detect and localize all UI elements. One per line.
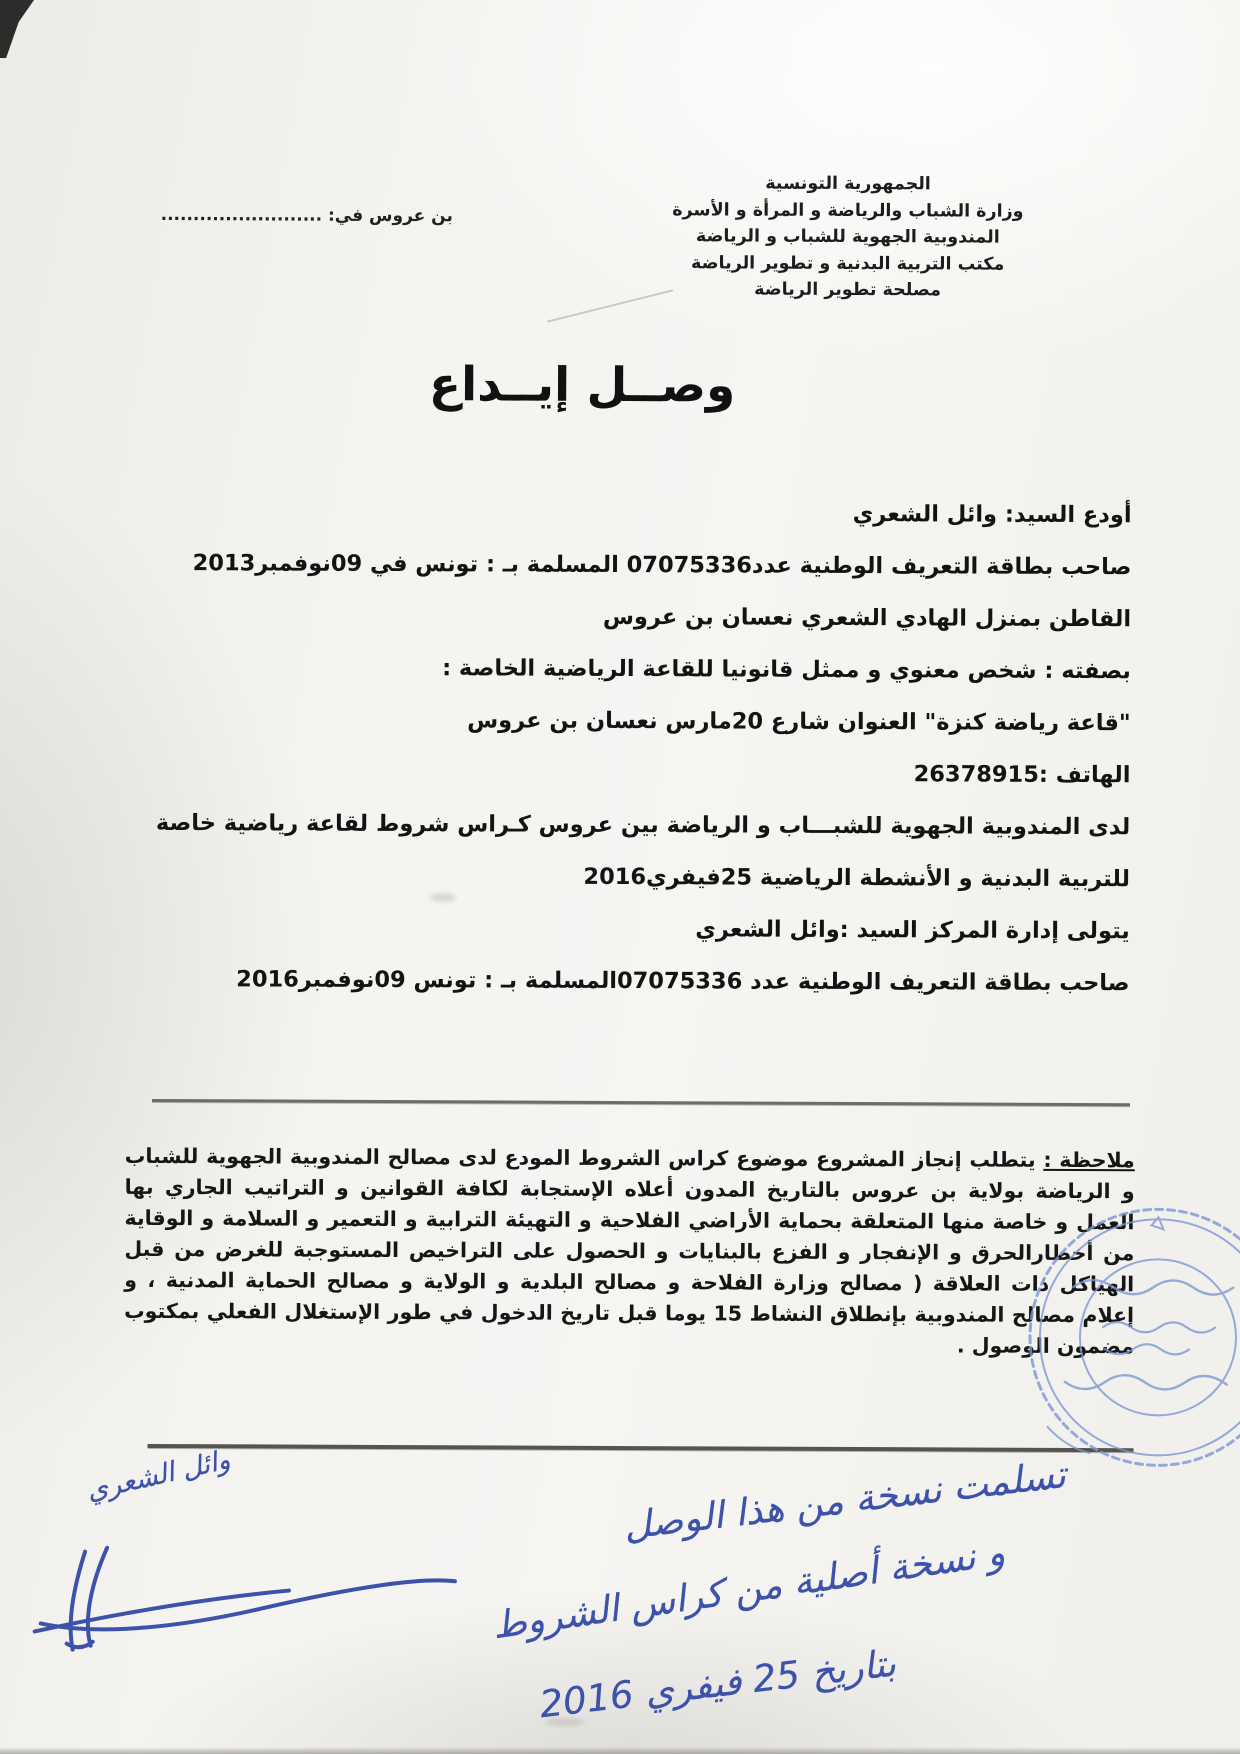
letterhead-line-service: مصلحة تطوير الرياضة: [754, 279, 942, 301]
horizontal-rule-top: [152, 1099, 1130, 1106]
letterhead-line-republic: الجمهورية التونسية: [765, 173, 931, 195]
body-line-depositor: أودع السيد: وائل الشعري: [852, 501, 1132, 529]
body-line-deposit-1: لدى المندوبية الجهوية للشبـــاب و الرياضة بين عروس كـراس شروط لقاعة رياضية خاصة: [155, 809, 1131, 841]
handwritten-receipt-line-2: و نسخة أصلية من كراس الشروط: [489, 1530, 1008, 1648]
handwritten-receipt-line-3: بتاريخ 25 فيفري 2016: [536, 1641, 898, 1727]
signature-icon: [27, 1527, 468, 1659]
body-line-residence: القاطن بمنزل الهادي الشعري نعسان بن عروس: [602, 603, 1132, 633]
letterhead-line-office: مكتب التربية البدنية و تطوير الرياضة: [690, 252, 1005, 275]
handwritten-signer-name: وائل الشعري: [83, 1444, 233, 1507]
letterhead-line-ministry: وزارة الشباب والرياضة و المرأة و الأسرة: [672, 199, 1024, 222]
document-title: وصــل إيــداع: [428, 357, 736, 414]
note-text: يتطلب إنجاز المشروع موضوع كراس الشروط المودع لدى مصالح المندوبية الجهوية للشباب و الرياضة بولاية بن عروس بالتاريخ المدون أعلاه الإستجابة لكافة القوانين و التراتيب الجاري بها العمل و خاصة منها المتعلقة بحماية الأراضي الفلاحية و التهيئة الترابية و التعمير و السلامة و الوقاية من أخطارالحرق و الإنفجار و الفزع بالبنايات و الحصول على التراخيص المستوجبة للغرض من قبل الهياكل ذات العلاقة ( مصالح وزارة الفلاحة و مصالح البلدية و الولاية و مصالح الحماية المدنية ، و إعلام مصالح المندوبية بإنطلاق النشاط 15 يوما قبل تاريخ الدخول في طور الإستغلال الفعلي بمكتوب مضمون الوصول .: [124, 1143, 1135, 1358]
body-text: [114, 485, 1131, 1009]
body-line-id-card-2016: صاحب بطاقة التعريف الوطنية عدد 07075336المسلمة بـ : تونس 09نوفمبر2016: [236, 966, 1130, 997]
handwritten-receipt-line-1: تسلمت نسخة من هذا الوصل: [621, 1453, 1069, 1548]
body-line-capacity: بصفته : شخص معنوي و ممثل قانونيا للقاعة الرياضية الخاصة :: [442, 655, 1131, 685]
body-line-gym-name: "قاعة رياضة كنزة" العنوان شارع 20مارس نعسان بن عروس: [467, 707, 1131, 737]
body-line-deposit-2: للتربية البدنية و الأنشطة الرياضية 25فيفري2016: [583, 863, 1131, 893]
letterhead: [633, 170, 1064, 304]
body-line-phone: الهاتف :26378915: [913, 761, 1131, 789]
note-label: ملاحظة :: [1043, 1147, 1135, 1172]
place-date-line: بن عروس في: .........................: [160, 204, 453, 227]
official-stamp-icon: [952, 1176, 1240, 1508]
body-line-director: يتولى إدارة المركز السيد :وائل الشعري: [695, 916, 1130, 945]
body-line-id-card-2013: صاحب بطاقة التعريف الوطنية عدد07075336 المسلمة بـ : تونس في 09نوفمبر2013: [192, 550, 1132, 581]
letterhead-line-delegation: المندوبية الجهوية للشباب و الرياضة: [695, 226, 1000, 248]
